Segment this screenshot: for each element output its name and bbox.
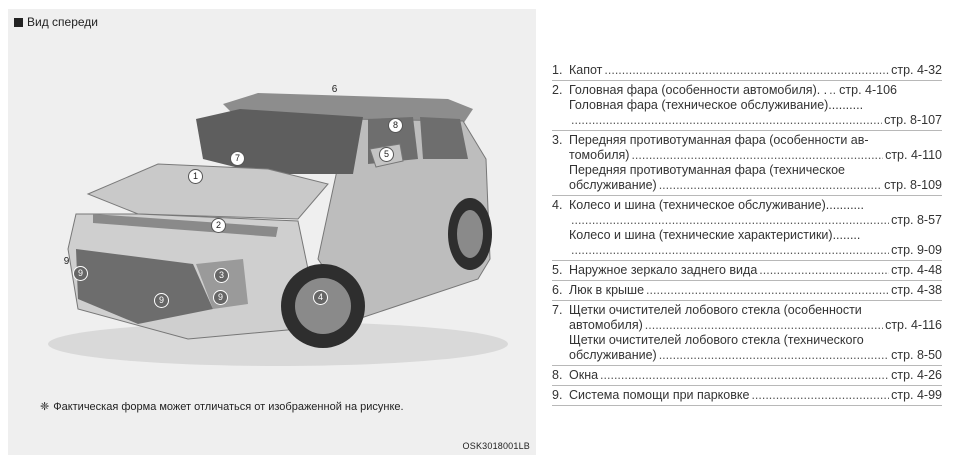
callout-4: 4 — [313, 290, 328, 305]
item-page: стр. 4-116 — [885, 318, 942, 332]
item-sub-label: Щетки очистителей лобового стекла (технического — [569, 333, 864, 347]
item-sub-page: стр. 8-50 — [891, 348, 942, 362]
item-page: стр. 4-48 — [891, 263, 942, 277]
item-label: Капот — [569, 63, 603, 77]
item-sub-page: стр. 8-107 — [884, 113, 942, 127]
item-label: Передняя противотуманная фара (особенности ав- — [569, 133, 869, 147]
item-page: стр. 4-106 — [839, 83, 897, 97]
item-page: стр. 8-57 — [891, 213, 942, 227]
item-label: Окна — [569, 368, 599, 382]
callout-2: 2 — [211, 218, 226, 233]
item-sub-label: Головная фара (техническое обслуживание).......... — [569, 98, 864, 112]
callout-6: 6 — [331, 84, 338, 95]
callout-9-fog: 9 — [213, 290, 228, 305]
item-label: Люк в крыше — [569, 283, 645, 297]
windshield — [196, 109, 363, 174]
item-label-cont: автомобиля) — [569, 318, 643, 332]
item-page: стр. 4-32 — [891, 63, 942, 77]
item-number: 6. — [552, 283, 563, 297]
figure-code: OSK3018001LB — [462, 441, 530, 451]
item-number: 2. — [552, 83, 563, 97]
item-number: 3. — [552, 133, 563, 147]
callout-7: 7 — [230, 151, 245, 166]
note-mark: ❈ — [40, 401, 50, 413]
figure-title-text: Вид спереди — [27, 15, 99, 29]
note-text: Фактическая форма может отличаться от изображенной на рисунке. — [53, 401, 404, 413]
item-label-cont: томобиля) — [569, 148, 630, 162]
list-item — [552, 366, 942, 386]
item-label: Щетки очистителей лобового стекла (особенности — [569, 303, 862, 317]
callout-9-center: 9 — [154, 293, 169, 308]
reference-list — [552, 61, 942, 406]
item-sub-label: Колесо и шина (технические характеристики)........ — [569, 228, 861, 242]
list-item — [552, 131, 942, 196]
front-wheel-rim — [295, 278, 351, 334]
list-item — [552, 196, 942, 261]
list-item — [552, 61, 942, 81]
callout-9-left: 9 — [73, 266, 88, 281]
callout-9-side: 9 — [63, 256, 70, 267]
figure-panel — [8, 9, 536, 455]
rear-wheel-rim — [457, 210, 483, 258]
item-number: 9. — [552, 388, 563, 402]
item-label: Наружное зеркало заднего вида — [569, 263, 758, 277]
item-sub-page: стр. 8-109 — [884, 178, 942, 192]
callout-5: 5 — [379, 147, 394, 162]
item-page: стр. 4-38 — [891, 283, 942, 297]
item-number: 4. — [552, 198, 563, 212]
list-item — [552, 281, 942, 301]
item-label: Головная фара (особенности автомобиля). . — [569, 83, 828, 97]
item-sub-label-cont: обслуживание) — [569, 348, 657, 362]
callout-8: 8 — [388, 118, 403, 133]
item-number: 7. — [552, 303, 563, 317]
item-label: Система помощи при парковке — [569, 388, 750, 402]
item-number: 1. — [552, 63, 563, 77]
item-page: стр. 4-99 — [891, 388, 942, 402]
item-sub-page: стр. 9-09 — [891, 243, 942, 257]
item-page: стр. 4-26 — [891, 368, 942, 382]
callout-3: 3 — [214, 268, 229, 283]
item-number: 5. — [552, 263, 563, 277]
callout-1: 1 — [188, 169, 203, 184]
list-item — [552, 301, 942, 366]
car-illustration — [8, 9, 536, 455]
figure-note — [40, 400, 404, 413]
item-page: стр. 4-110 — [885, 148, 942, 162]
list-item — [552, 81, 942, 131]
side-window-rear — [420, 117, 468, 159]
item-number: 8. — [552, 368, 563, 382]
item-sub-label-cont: обслуживание) — [569, 178, 657, 192]
item-sub-label: Передняя противотуманная фара (техническое — [569, 163, 845, 177]
list-item — [552, 386, 942, 406]
item-label: Колесо и шина (техническое обслуживание)........... — [569, 198, 864, 212]
list-item — [552, 261, 942, 281]
